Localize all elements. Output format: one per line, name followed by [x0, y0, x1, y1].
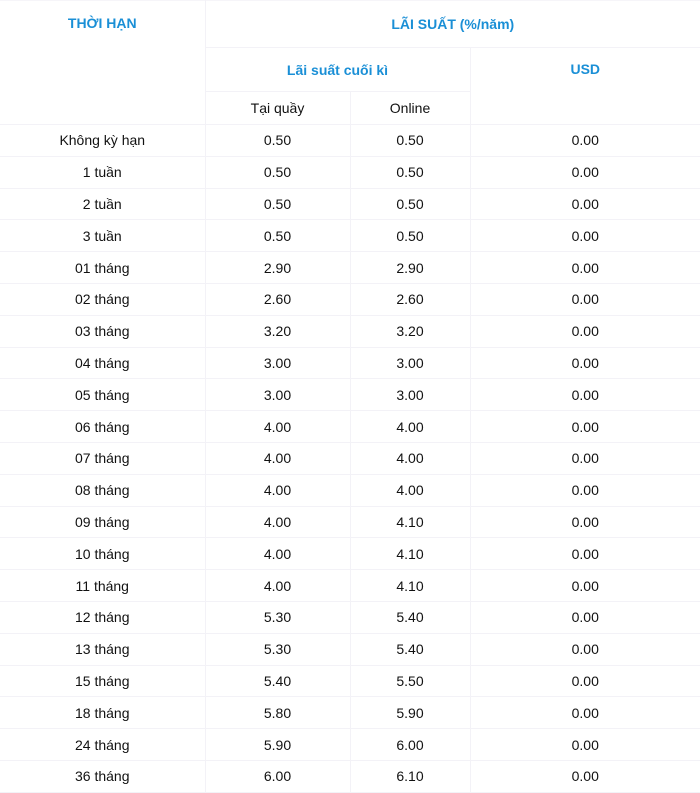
term-cell: 2 tuần — [0, 188, 205, 220]
counter-column-header — [205, 92, 350, 125]
term-cell: 05 tháng — [0, 379, 205, 411]
table-row — [0, 506, 700, 538]
counter-rate-cell: 0.50 — [205, 188, 350, 220]
table-row — [0, 125, 700, 157]
online-rate-cell: 0.50 — [350, 156, 470, 188]
online-rate-cell: 4.00 — [350, 411, 470, 443]
online-rate-cell: 5.50 — [350, 665, 470, 697]
table-row — [0, 474, 700, 506]
term-cell: 12 tháng — [0, 601, 205, 633]
counter-rate-cell: 5.80 — [205, 697, 350, 729]
online-rate-cell: 5.90 — [350, 697, 470, 729]
counter-rate-cell: 3.00 — [205, 379, 350, 411]
table-row — [0, 760, 700, 792]
term-cell: 09 tháng — [0, 506, 205, 538]
counter-rate-cell: 4.00 — [205, 474, 350, 506]
counter-header-label: Tại quầy — [250, 100, 305, 116]
usd-rate-cell: 0.00 — [470, 506, 700, 538]
rate-group-label: LÃI SUẤT (%/năm) — [391, 16, 515, 32]
table-row — [0, 315, 700, 347]
term-cell: 01 tháng — [0, 252, 205, 284]
online-rate-cell: 3.20 — [350, 315, 470, 347]
counter-rate-cell: 0.50 — [205, 125, 350, 157]
end-of-term-label: Lãi suất cuối kì — [286, 61, 389, 78]
online-rate-cell: 6.10 — [350, 760, 470, 792]
term-cell: 13 tháng — [0, 633, 205, 665]
table-row — [0, 283, 700, 315]
term-cell: 15 tháng — [0, 665, 205, 697]
counter-rate-cell: 3.20 — [205, 315, 350, 347]
online-rate-cell: 2.90 — [350, 252, 470, 284]
table-header — [0, 1, 700, 125]
counter-rate-cell: 4.00 — [205, 442, 350, 474]
term-cell: 02 tháng — [0, 283, 205, 315]
term-header-label: THỜI HẠN — [67, 15, 137, 31]
table-row — [0, 601, 700, 633]
rate-group-header — [205, 1, 700, 48]
table-row — [0, 633, 700, 665]
usd-rate-cell: 0.00 — [470, 760, 700, 792]
term-cell: 11 tháng — [0, 570, 205, 602]
table-row — [0, 220, 700, 252]
usd-rate-cell: 0.00 — [470, 729, 700, 761]
term-cell: 3 tuần — [0, 220, 205, 252]
online-rate-cell: 0.50 — [350, 220, 470, 252]
usd-rate-cell: 0.00 — [470, 633, 700, 665]
usd-rate-cell: 0.00 — [470, 156, 700, 188]
term-cell: 06 tháng — [0, 411, 205, 443]
counter-rate-cell: 4.00 — [205, 411, 350, 443]
term-column-header — [0, 1, 205, 125]
usd-rate-cell: 0.00 — [470, 442, 700, 474]
usd-column-header — [470, 48, 700, 125]
end-of-term-header — [205, 48, 470, 92]
table-row — [0, 697, 700, 729]
term-cell: 18 tháng — [0, 697, 205, 729]
table-row — [0, 379, 700, 411]
table-row — [0, 156, 700, 188]
counter-rate-cell: 6.00 — [205, 760, 350, 792]
table-row — [0, 252, 700, 284]
online-rate-cell: 2.60 — [350, 283, 470, 315]
usd-rate-cell: 0.00 — [470, 538, 700, 570]
term-cell: 07 tháng — [0, 442, 205, 474]
usd-rate-cell: 0.00 — [470, 665, 700, 697]
table-row — [0, 729, 700, 761]
online-rate-cell: 0.50 — [350, 188, 470, 220]
usd-rate-cell: 0.00 — [470, 220, 700, 252]
usd-rate-cell: 0.00 — [470, 411, 700, 443]
usd-rate-cell: 0.00 — [470, 283, 700, 315]
online-rate-cell: 0.50 — [350, 125, 470, 157]
counter-rate-cell: 5.90 — [205, 729, 350, 761]
term-cell: 08 tháng — [0, 474, 205, 506]
usd-rate-cell: 0.00 — [470, 474, 700, 506]
usd-rate-cell: 0.00 — [470, 379, 700, 411]
online-rate-cell: 4.10 — [350, 506, 470, 538]
counter-rate-cell: 2.60 — [205, 283, 350, 315]
online-rate-cell: 4.10 — [350, 570, 470, 602]
counter-rate-cell: 4.00 — [205, 570, 350, 602]
usd-rate-cell: 0.00 — [470, 601, 700, 633]
online-rate-cell: 4.10 — [350, 538, 470, 570]
online-rate-cell: 5.40 — [350, 601, 470, 633]
term-cell: 03 tháng — [0, 315, 205, 347]
term-cell: Không kỳ hạn — [0, 125, 205, 157]
usd-header-label: USD — [570, 61, 601, 77]
online-rate-cell: 5.40 — [350, 633, 470, 665]
table-row — [0, 665, 700, 697]
usd-rate-cell: 0.00 — [470, 347, 700, 379]
usd-rate-cell: 0.00 — [470, 125, 700, 157]
table-row — [0, 347, 700, 379]
term-cell: 36 tháng — [0, 760, 205, 792]
counter-rate-cell: 3.00 — [205, 347, 350, 379]
term-cell: 24 tháng — [0, 729, 205, 761]
usd-rate-cell: 0.00 — [470, 697, 700, 729]
usd-rate-cell: 0.00 — [470, 570, 700, 602]
usd-rate-cell: 0.00 — [470, 188, 700, 220]
online-rate-cell: 4.00 — [350, 474, 470, 506]
counter-rate-cell: 0.50 — [205, 156, 350, 188]
term-cell: 10 tháng — [0, 538, 205, 570]
table-body — [0, 125, 700, 793]
online-header-label: Online — [389, 100, 431, 116]
term-cell: 1 tuần — [0, 156, 205, 188]
counter-rate-cell: 4.00 — [205, 506, 350, 538]
counter-rate-cell: 0.50 — [205, 220, 350, 252]
counter-rate-cell: 2.90 — [205, 252, 350, 284]
table-row — [0, 570, 700, 602]
term-cell: 04 tháng — [0, 347, 205, 379]
online-rate-cell: 3.00 — [350, 379, 470, 411]
online-rate-cell: 4.00 — [350, 442, 470, 474]
table-row — [0, 442, 700, 474]
table-row — [0, 538, 700, 570]
counter-rate-cell: 5.30 — [205, 633, 350, 665]
online-column-header — [350, 92, 470, 125]
table-row — [0, 188, 700, 220]
table-row — [0, 411, 700, 443]
counter-rate-cell: 5.40 — [205, 665, 350, 697]
online-rate-cell: 6.00 — [350, 729, 470, 761]
usd-rate-cell: 0.00 — [470, 252, 700, 284]
usd-rate-cell: 0.00 — [470, 315, 700, 347]
online-rate-cell: 3.00 — [350, 347, 470, 379]
counter-rate-cell: 4.00 — [205, 538, 350, 570]
counter-rate-cell: 5.30 — [205, 601, 350, 633]
